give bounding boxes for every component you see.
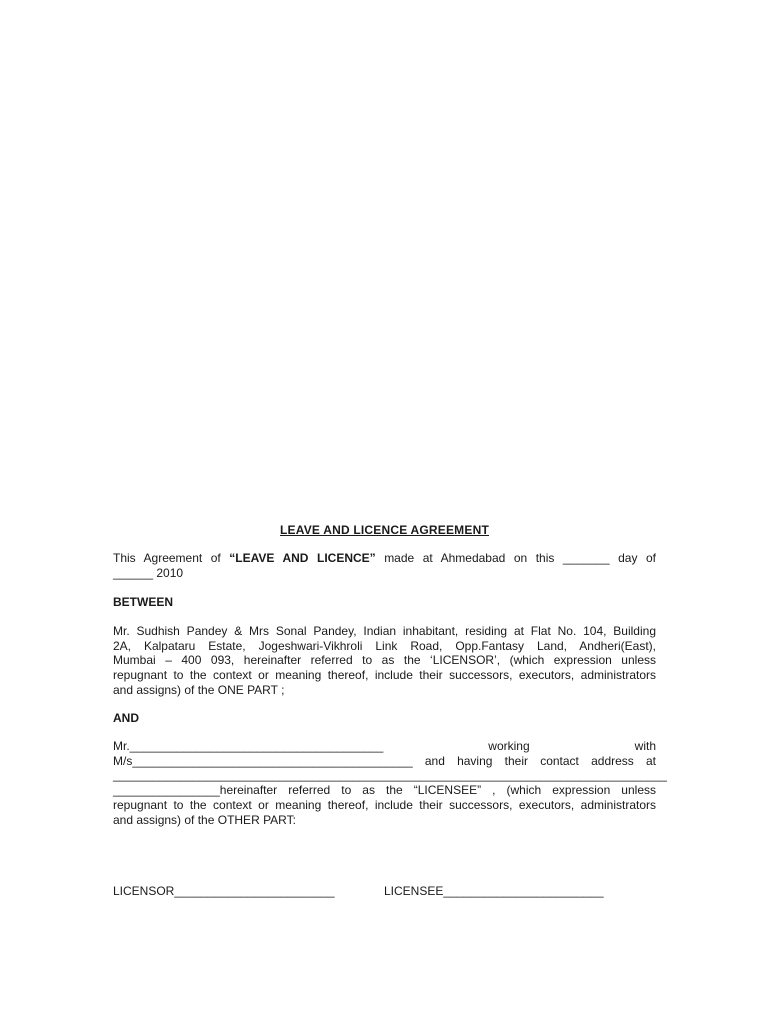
and-heading: AND	[113, 711, 139, 725]
intro-bold-phrase: “LEAVE AND LICENCE”	[229, 551, 376, 565]
intro-prefix: This Agreement of	[113, 551, 230, 565]
licensee-line-3: ___________________________________________________________________________________	[113, 768, 667, 783]
document-title: LEAVE AND LICENCE AGREEMENT	[280, 523, 489, 537]
intro-paragraph	[113, 551, 656, 580]
intro-line-2: ______ 2010	[113, 565, 184, 580]
licensor-line-4: repugnant to the context or meaning thereof, include their successors, executors, administrators	[113, 668, 656, 683]
licensee-signature-line: LICENSEE________________________	[384, 884, 604, 898]
licensee-line-4: ________________hereinafter referred to as the “LICENSEE” , (which expression unless	[113, 783, 656, 798]
licensee-line-2: M/s__________________________________________ and having their contact address at	[113, 753, 656, 768]
intro-line-1	[113, 551, 656, 566]
licensor-line-3: Mumbai – 400 093, hereinafter referred to as the ‘LICENSOR’, (which expression unless	[113, 653, 656, 668]
between-heading: BETWEEN	[113, 595, 173, 609]
licensee-paragraph	[113, 739, 667, 827]
licensor-line-1: Mr. Sudhish Pandey & Mrs Sonal Pandey, Indian inhabitant, residing at Flat No. 104, Building	[113, 624, 656, 638]
licensor-line-5: and assigns) of the ONE PART ;	[113, 682, 285, 697]
licensor-line-2: 2A, Kalpataru Estate, Jogeshwari-Vikhroli Link Road, Opp.Fantasy Land, Andheri(East),	[113, 638, 656, 653]
licensee-line-1: Mr.______________________________________ working with	[113, 739, 656, 753]
licensee-line-6: and assigns) of the OTHER PART:	[113, 812, 296, 827]
intro-suffix: made at Ahmedabad on this _______ day of	[375, 551, 656, 565]
licensor-signature-line: LICENSOR________________________	[113, 884, 335, 898]
licensor-paragraph	[113, 624, 656, 698]
licensee-line-5: repugnant to the context or meaning thereof, include their successors, executors, administrators	[113, 797, 656, 812]
